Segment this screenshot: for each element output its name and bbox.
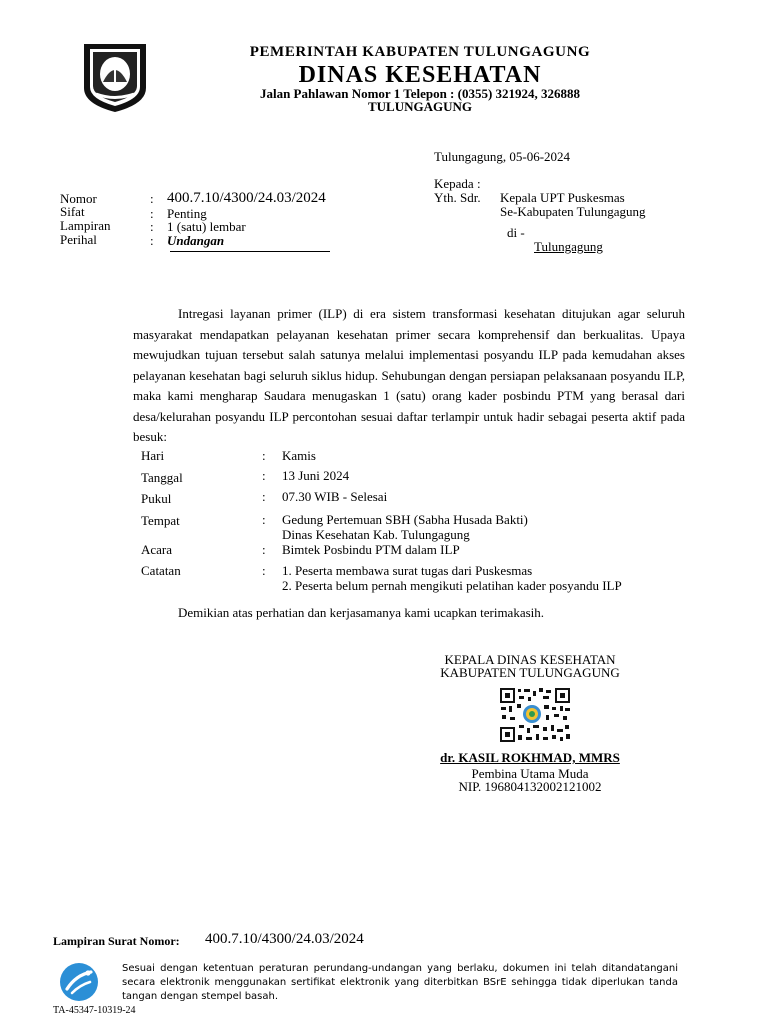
bsre-logo-icon — [58, 962, 100, 1002]
schedule-tanggal-colon: : — [262, 468, 266, 483]
meta-lampiran-colon: : — [150, 219, 154, 234]
recipient-line2: Se-Kabupaten Tulungagung — [500, 204, 646, 219]
schedule-pukul-colon: : — [262, 489, 266, 504]
bsre-notice: Sesuai dengan ketentuan peraturan perundang-undangan yang berlaku, dokumen ini telah ditandatangani secara elektronik menggunakan sertifikat elektronik yang diterbitkan BSrE sehingga tidak diperlukan tanda tangan dengan stempel basah. — [122, 963, 678, 1002]
schedule-tanggal-value: 13 Juni 2024 — [282, 468, 350, 483]
schedule-tanggal-label: Tanggal — [141, 470, 183, 485]
meta-nomor-value: 400.7.10/4300/24.03/2024 — [167, 190, 326, 206]
regency-emblem-icon — [78, 38, 152, 114]
meta-lampiran-label: Lampiran — [60, 218, 111, 233]
schedule-acara-colon: : — [262, 542, 266, 557]
schedule-tempat-label: Tempat — [141, 513, 180, 528]
recipient-city: Tulungagung — [534, 239, 603, 254]
schedule-hari-colon: : — [262, 448, 266, 463]
schedule-tempat-colon: : — [262, 512, 266, 527]
meta-perihal-colon: : — [150, 233, 154, 248]
meta-lampiran-value: 1 (satu) lembar — [167, 219, 246, 234]
body-paragraph-text: Intregasi layanan primer (ILP) di era sistem transformasi kesehatan ditujukan agar seluruh masyarakat mendapatkan pelayanan kesehatan primer secara komprehensif dan berkualitas. Upaya mewujudkan tujuan tersebut salah satunya melalui implementasi posyandu ILP pada kemudahan akses pelayanan kesehatan bagi seluruh siklus hidup. Sehubungan dengan persiapan pelaksanaan posyandu ILP, maka kami mengharap Saudara menugaskan 1 (satu) orang kader posbindu PTM yang berasal dari desa/kelurahan posyandu ILP percontohan sesuai daftar terlampir untuk hadir sebagai peserta aktif pada besuk: — [133, 306, 685, 444]
header-address: Jalan Pahlawan Nomor 1 Telepon : (0355) 321924, 326888 — [259, 86, 581, 101]
meta-sifat-value: Penting — [167, 206, 207, 221]
qr-code-icon — [499, 687, 571, 743]
letter-date: Tulungagung, 05-06-2024 — [434, 149, 571, 164]
schedule-hari-value: Kamis — [282, 448, 316, 463]
closing-sentence: Demikian atas perhatian dan kerjasamanya kami ucapkan terimakasih. — [178, 605, 545, 620]
schedule-catatan-value-2: 2. Peserta belum pernah mengikuti pelatihan kader posyandu ILP — [282, 578, 622, 593]
recipient-line1: Kepala UPT Puskesmas — [500, 190, 625, 205]
recipient-yth: Yth. Sdr. — [434, 190, 481, 205]
signature-title-1: KEPALA DINAS KESEHATAN — [444, 652, 616, 667]
schedule-pukul-label: Pukul — [141, 491, 172, 506]
recipient-kepada: Kepada : — [434, 176, 481, 191]
perihal-underline — [170, 251, 330, 252]
meta-perihal-value: Undangan — [167, 233, 225, 248]
schedule-tempat-value-2: Dinas Kesehatan Kab. Tulungagung — [282, 527, 470, 542]
meta-perihal-label: Perihal — [60, 232, 97, 247]
body-paragraph — [133, 304, 685, 448]
document-code: TA-45347-10319-24 — [53, 1005, 136, 1016]
signer-nip: NIP. 196804132002121002 — [458, 779, 602, 794]
meta-sifat-colon: : — [150, 206, 154, 221]
footer-lampiran-label: Lampiran Surat Nomor: — [53, 934, 180, 948]
schedule-pukul-value: 07.30 WIB - Selesai — [282, 489, 388, 504]
signer-rank: Pembina Utama Muda — [471, 766, 589, 781]
schedule-catatan-colon: : — [262, 563, 266, 578]
header-agency: DINAS KESEHATAN — [298, 62, 542, 88]
schedule-catatan-label: Catatan — [141, 563, 181, 578]
signer-name: dr. KASIL ROKHMAD, MMRS — [440, 750, 620, 765]
meta-nomor-colon: : — [150, 191, 154, 206]
recipient-di: di - — [507, 225, 525, 240]
schedule-acara-value: Bimtek Posbindu PTM dalam ILP — [282, 542, 460, 557]
meta-nomor-label: Nomor — [60, 191, 97, 206]
schedule-acara-label: Acara — [141, 542, 173, 557]
meta-sifat-label: Sifat — [60, 204, 85, 219]
header-government: PEMERINTAH KABUPATEN TULUNGAGUNG — [249, 44, 591, 60]
schedule-hari-label: Hari — [141, 448, 165, 463]
header-city: TULUNGAGUNG — [367, 99, 472, 114]
signature-title-2: KABUPATEN TULUNGAGUNG — [440, 665, 620, 680]
schedule-catatan-value-1: 1. Peserta membawa surat tugas dari Puskesmas — [282, 563, 533, 578]
footer-lampiran-value: 400.7.10/4300/24.03/2024 — [205, 931, 364, 947]
schedule-tempat-value-1: Gedung Pertemuan SBH (Sabha Husada Bakti) — [282, 512, 528, 527]
